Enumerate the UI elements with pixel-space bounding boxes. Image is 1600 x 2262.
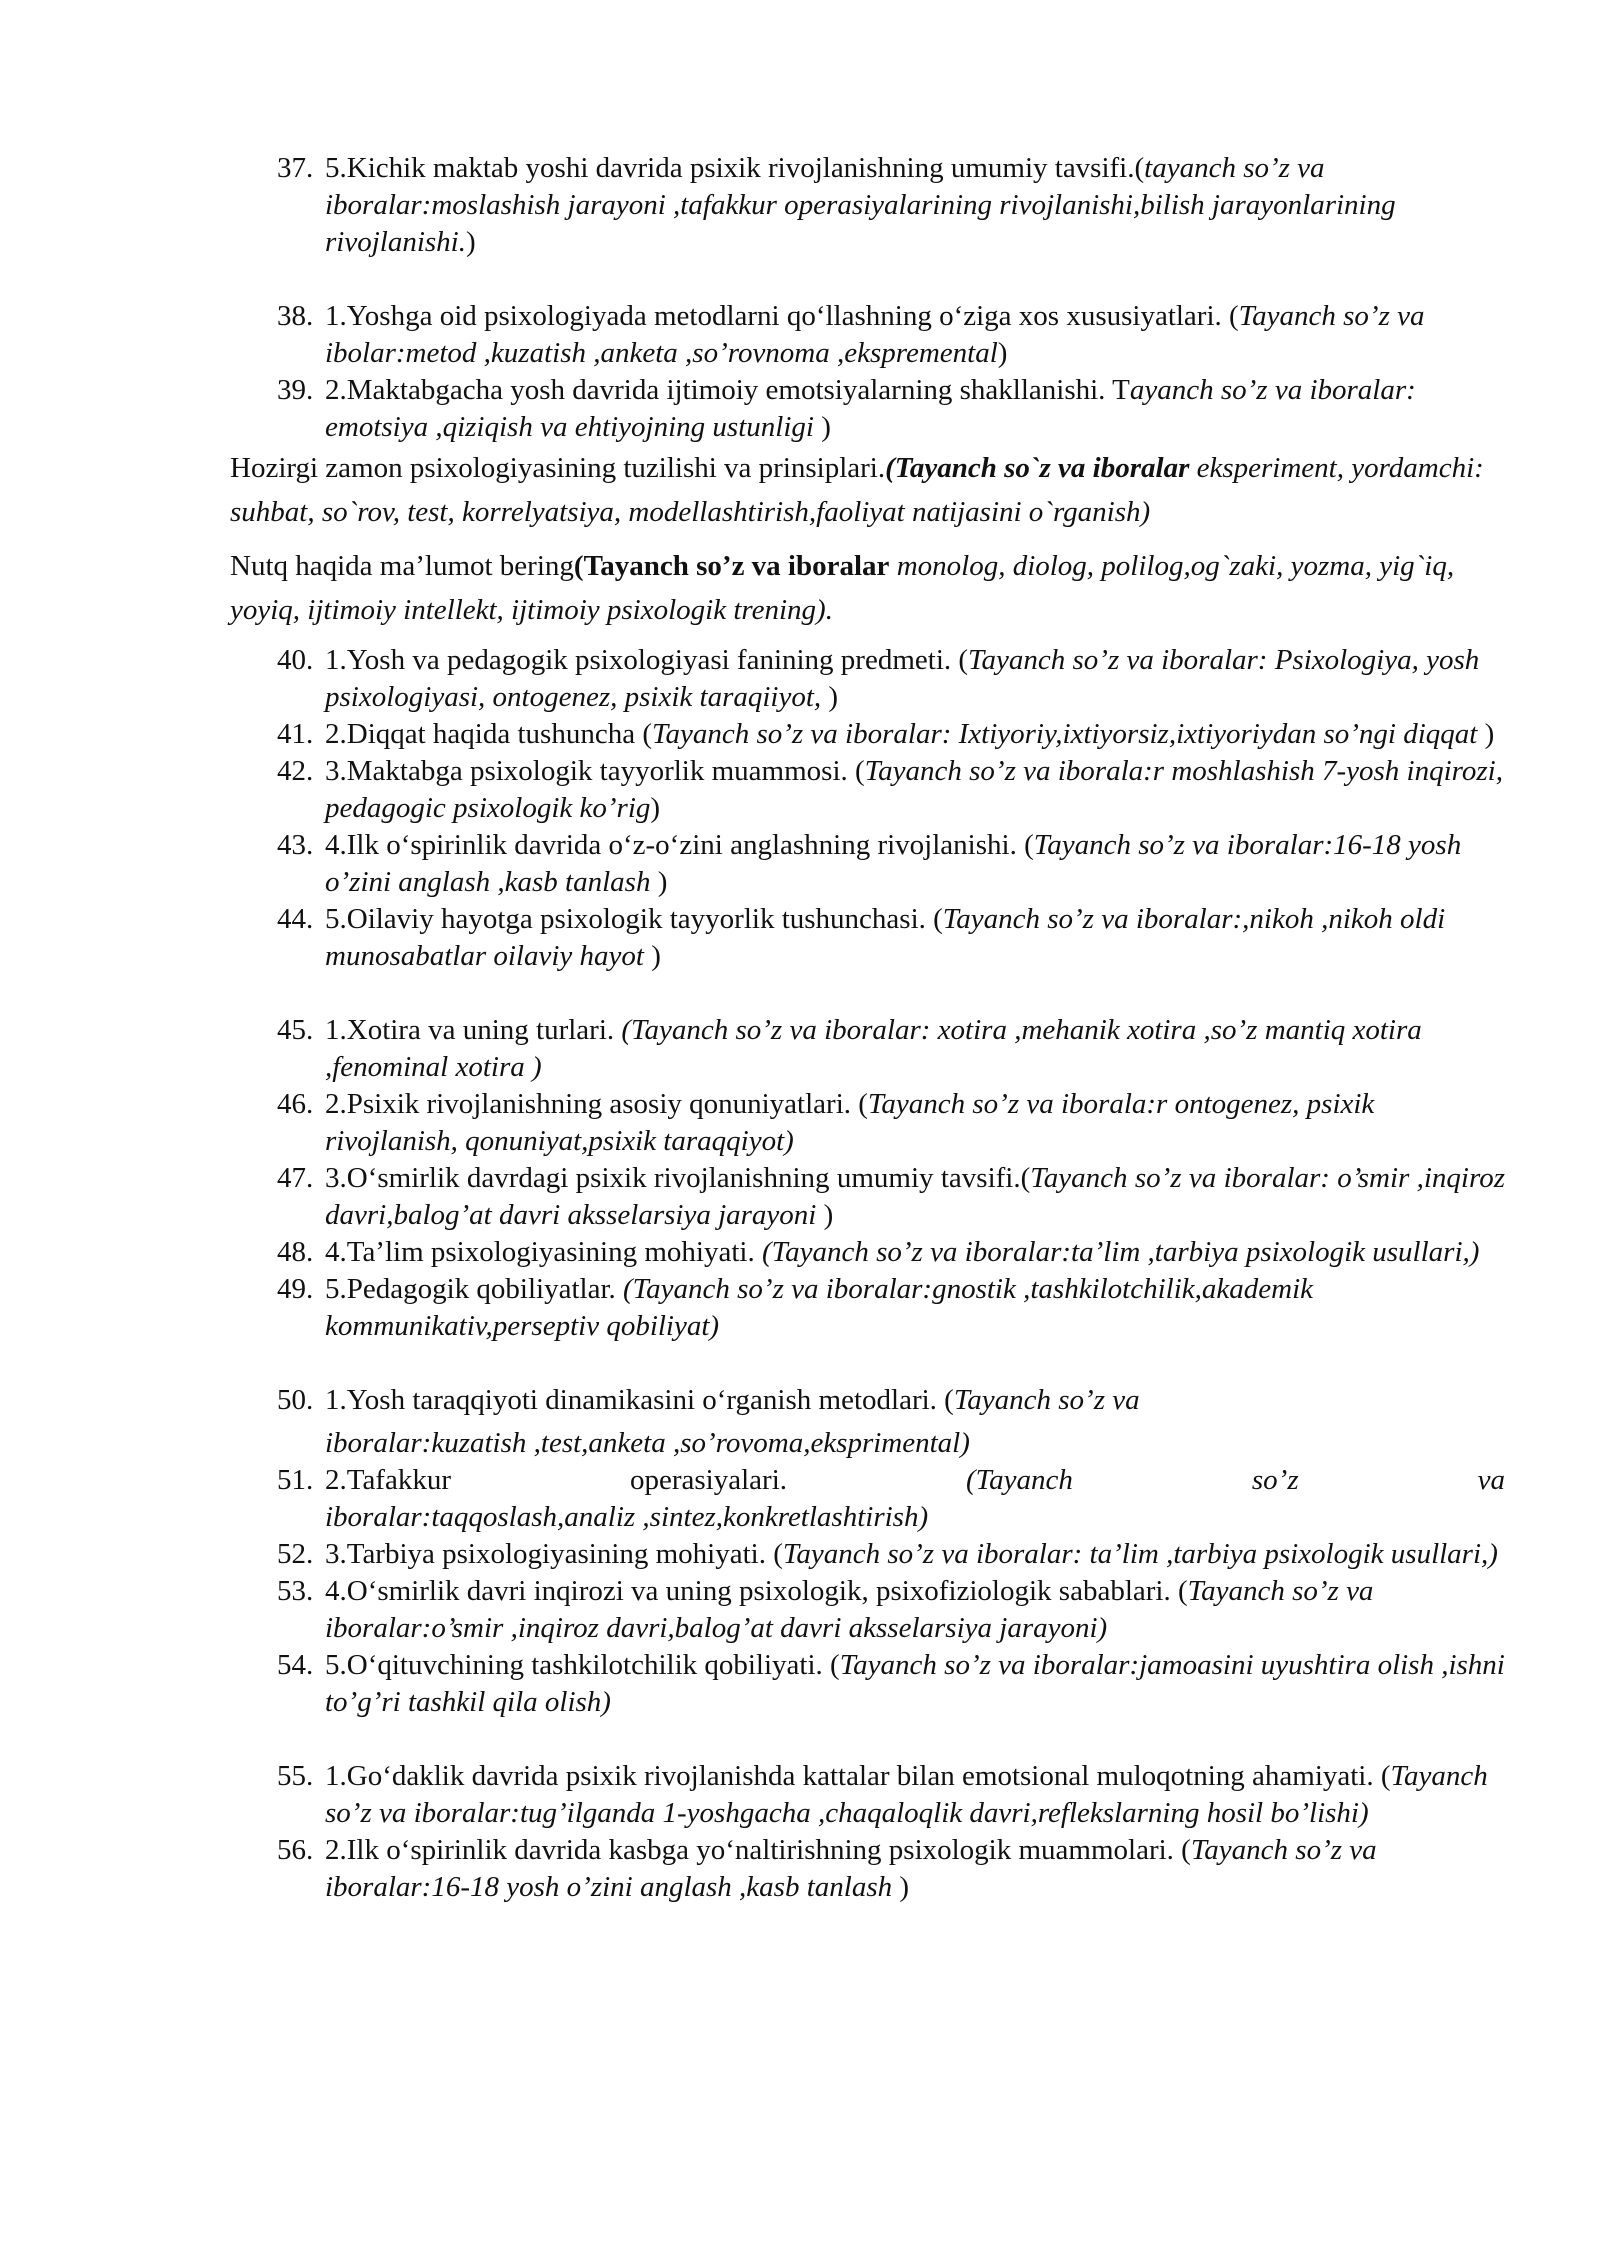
keywords-text: (Tayanch so’z va iboralar:gnostik ,tashkilotchilik,akademik kommunikativ,perseptiv qobiliyat): [325, 1273, 1314, 1342]
list-number: 38.: [277, 300, 314, 332]
keywords-heading: (Tayanch so’z va iboralar: [573, 550, 890, 582]
keywords-text: Tayanch so’z va iboralar: Ixtiyoriy,ixtiyorsiz,ixtiyoriydan so’ngi diqqat: [651, 718, 1478, 750]
list-item: [230, 150, 1505, 261]
list-item: [230, 298, 1505, 372]
list-item: [230, 642, 1505, 716]
keywords-word: (Tayanch: [966, 1464, 1073, 1496]
item-end: ): [1477, 718, 1495, 750]
item-end: ): [892, 1871, 910, 1903]
list-number: 49.: [277, 1273, 314, 1305]
keywords-text-continued: iboralar:kuzatish ,test,anketa ,so’rovoma,eksprimental): [325, 1427, 970, 1459]
list-item: [230, 1012, 1505, 1086]
keywords-text: Tayanch so’z va iboralar:o’smir ,inqiroz davri,balog’at davri aksselarsiya jarayoni): [325, 1575, 1374, 1644]
keywords-text: Tayanch so’z va iboralar:jamoasini uyushtira olish ,ishni to’g’ri tashkil qila olish): [325, 1649, 1505, 1718]
justified-line: [325, 1462, 1505, 1499]
paragraph: [230, 544, 1505, 632]
keywords-text: tayanch so’z va iboralar:moslashish jarayoni ,tafakkur operasiyalarining rivojlanishi,bilish jarayonlarining rivojlanishi.: [325, 152, 1396, 258]
list-number: 43.: [277, 829, 314, 861]
list-number: 50.: [277, 1384, 314, 1416]
list-item: [230, 1160, 1505, 1234]
list-item: [230, 1086, 1505, 1160]
list-number: 54.: [277, 1649, 314, 1681]
item-end: ): [997, 337, 1008, 369]
item-text: 1.Yosh va pedagogik psixologiyasi fanining predmeti. (: [325, 644, 969, 676]
paragraph-text: Nutq haqida ma’lumot bering: [230, 550, 574, 582]
keywords-text: Tayanch so’z va iboralar:16-18 yosh o’zini anglash ,kasb tanlash: [325, 1834, 1377, 1903]
list-number: 56.: [277, 1834, 314, 1866]
item-text: 5.Kichik maktab yoshi davrida psixik rivojlanishning umumiy tavsifi.(: [325, 152, 1145, 184]
item-text: 5.O‘qituvchining tashkilotchilik qobiliyati. (: [325, 1649, 840, 1681]
paragraph: [230, 446, 1505, 534]
keywords-text: Tayanch so’z va iboralar: Psixologiya, yosh psixologiyasi, ontogenez, psixik taraqiiyot,: [325, 644, 1480, 713]
list-item: [230, 1271, 1505, 1345]
list-number: 42.: [277, 755, 314, 787]
list-number: 45.: [277, 1014, 314, 1046]
list-item: [230, 1758, 1505, 1832]
list-number: 55.: [277, 1760, 314, 1792]
list-item: [230, 1573, 1505, 1647]
keywords-text: Tayanch so’z va iboralar:16-18 yosh o’zini anglash ,kasb tanlash: [325, 829, 1462, 898]
list-number: 37.: [277, 152, 314, 184]
item-word: operasiyalari.: [630, 1464, 788, 1496]
item-text: 2.Maktabgacha yosh davrida ijtimoiy emotsiyalarning shakllanishi. T: [325, 374, 1130, 406]
item-text: 2.Diqqat haqida tushuncha (: [325, 718, 652, 750]
list-number: 48.: [277, 1236, 314, 1268]
keywords-text: Tayanch so’z va: [953, 1384, 1140, 1416]
item-end: ): [813, 411, 831, 443]
keywords-text: (Tayanch so’z va iboralar:ta’lim ,tarbiya psixologik usullari,): [761, 1236, 1480, 1268]
list-item: [230, 1234, 1505, 1271]
item-text: 5.Pedagogik qobiliyatlar.: [325, 1273, 624, 1305]
list-number: 47.: [277, 1162, 314, 1194]
list-number: 40.: [277, 644, 314, 676]
item-text: 1.Go‘daklik davrida psixik rivojlanishda kattalar bilan emotsional muloqotning ahamiyati. (: [325, 1760, 1391, 1792]
list-item: [230, 1382, 1505, 1462]
item-end: ): [650, 792, 661, 824]
paragraph-text: Hozirgi zamon psixologiyasining tuzilishi va prinsiplari.: [230, 452, 886, 484]
list-number: 46.: [277, 1088, 314, 1120]
item-text: 4.Ilk o‘spirinlik davrida o‘z-o‘zini anglashning rivojlanishi. (: [325, 829, 1034, 861]
item-text: 2.Ilk o‘spirinlik davrida kasbga yo‘naltirishning psixologik muammolari. (: [325, 1834, 1191, 1866]
keywords-text: Tayanch so’z va iboralar:,nikoh ,nikoh oldi munosabatlar oilaviy hayot: [325, 903, 1446, 972]
item-text: 3.O‘smirlik davrdagi psixik rivojlanishning umumiy tavsifi.(: [325, 1162, 1031, 1194]
keywords-text: (Tayanch so’z va iboralar: xotira ,mehanik xotira ,so’z mantiq xotira ,fenominal xotira ): [325, 1014, 1422, 1083]
keywords-text: ayanch so’z va iboralar: emotsiya ,qiziqish va ehtiyojning ustunligi: [325, 374, 1416, 443]
list-number: 39.: [277, 374, 314, 406]
item-end: ): [650, 866, 668, 898]
keywords-text: monolog, diolog, polilog,og`zaki, yozma, yig`iq, yoyiq, ijtimoiy intellekt, ijtimoiy psixologik trening).: [230, 550, 1455, 626]
item-end: ): [465, 226, 476, 258]
list-number: 44.: [277, 903, 314, 935]
item-text: 2.Psixik rivojlanishning asosiy qonuniyatlari. (: [325, 1088, 868, 1120]
keywords-text-continued: iboralar:taqqoslash,analiz ,sintez,konkretlashtirish): [325, 1501, 929, 1533]
list-number: 51.: [277, 1464, 314, 1496]
item-end: ): [816, 1199, 834, 1231]
list-item: [230, 1462, 1505, 1536]
list-item: [230, 1647, 1505, 1721]
item-text: 5.Oilaviy hayotga psixologik tayyorlik tushunchasi. (: [325, 903, 943, 935]
keywords-word: so’z: [1251, 1464, 1299, 1496]
list-item: [230, 753, 1505, 827]
item-end: ): [643, 940, 661, 972]
list-item: [230, 1832, 1505, 1906]
list-item: [230, 1536, 1505, 1573]
item-text: 3.Maktabga psixologik tayyorlik muammosi. (: [325, 755, 865, 787]
item-text: 1.Yosh taraqqiyoti dinamikasini o‘rganish metodlari. (: [325, 1384, 954, 1416]
item-end: ): [821, 681, 839, 713]
list-item: [230, 827, 1505, 901]
keywords-text: Tayanch so’z va iborala:r moshlashish 7-yosh inqirozi, pedagogic psixologik ko’rig: [325, 755, 1503, 824]
keywords-text: Tayanch so’z va iboralar: ta’lim ,tarbiya psixologik usullari,): [782, 1538, 1498, 1570]
keywords-heading: (Tayanch so`z va iboralar: [885, 452, 1190, 484]
keywords-text: eksperiment, yordamchi: suhbat, so`rov, test, korrelyatsiya, modellashtirish,faoliyat natijasini o`rganish): [230, 452, 1484, 528]
item-text: 4.Ta’lim psixologiyasining mohiyati.: [325, 1236, 762, 1268]
item-text: 3.Tarbiya psixologiyasining mohiyati. (: [325, 1538, 783, 1570]
keywords-text: Tayanch so’z va ibolar:metod ,kuzatish ,anketa ,so’rovnoma ,ekspremental: [325, 300, 1425, 369]
item-text: 4.O‘smirlik davri inqirozi va uning psixologik, psixofiziologik sabablari. (: [325, 1575, 1188, 1607]
list-number: 53.: [277, 1575, 314, 1607]
item-text: 1.Yoshga oid psixologiyada metodlarni qo‘llashning o‘ziga xos xususiyatlari. (: [325, 300, 1239, 332]
list-item: [230, 901, 1505, 975]
keywords-text: Tayanch so’z va iboralar: o’smir ,inqiroz davri,balog’at davri aksselarsiya jarayoni: [325, 1162, 1505, 1231]
keywords-word: va: [1477, 1464, 1505, 1496]
list-item: [230, 372, 1505, 446]
item-word: 2.Tafakkur: [325, 1464, 451, 1496]
list-number: 41.: [277, 718, 314, 750]
document-content: [230, 150, 1505, 1906]
keywords-text: Tayanch so’z va iborala:r ontogenez, psixik rivojlanish, qonuniyat,psixik taraqqiyot): [325, 1088, 1375, 1157]
list-number: 52.: [277, 1538, 314, 1570]
list-item: [230, 716, 1505, 753]
item-text: 1.Xotira va uning turlari.: [325, 1014, 622, 1046]
keywords-text: Tayanch so’z va iboralar:tug’ilganda 1-yoshgacha ,chaqaloqlik davri,reflekslarning hosil bo’lishi): [325, 1760, 1488, 1829]
